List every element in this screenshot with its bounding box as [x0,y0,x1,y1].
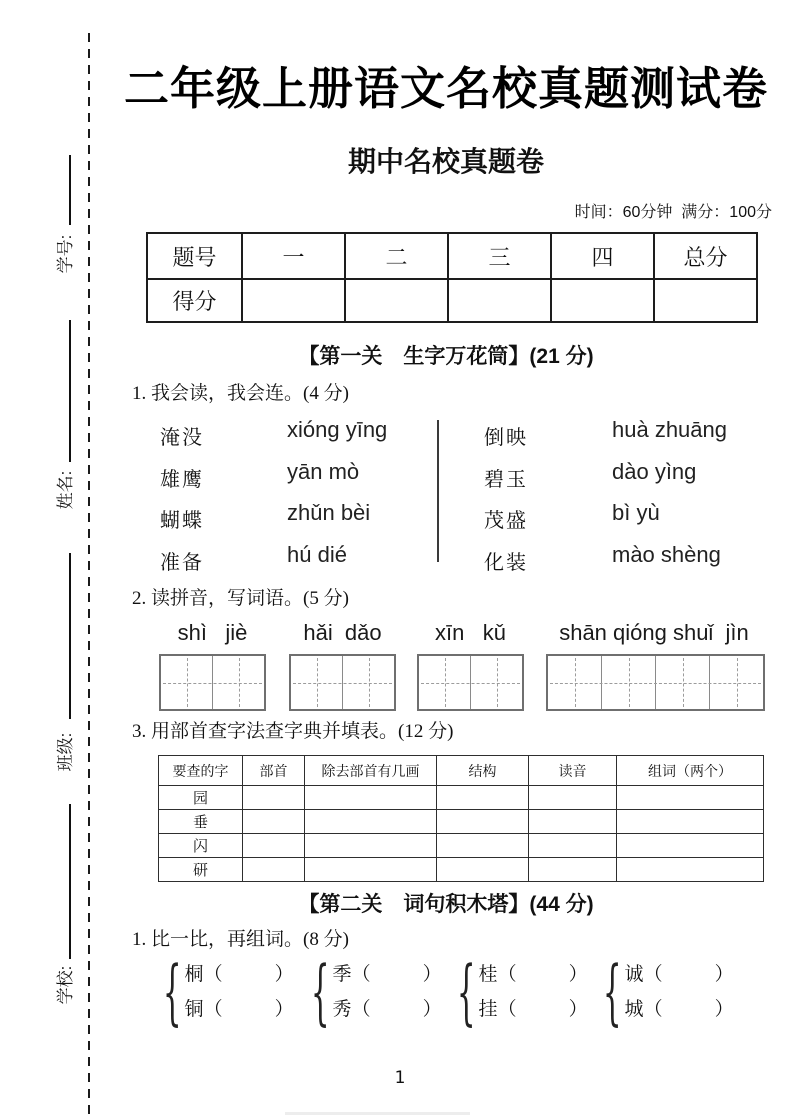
match-pinyin: yān mò [287,458,360,484]
match-row [160,500,430,542]
dict-blank-cell [437,858,529,882]
writing-grid [289,654,396,711]
dict-header-structure: 结构 [437,756,529,786]
match-pinyin: huà zhuāng [612,417,727,442]
compare-row [333,992,442,1027]
dict-blank-cell [529,810,617,834]
dict-character: 垂 [159,810,243,834]
compare-char: 秀 [332,999,352,1020]
dict-blank-cell [437,810,529,834]
score-cell-total [654,279,757,322]
student-name-label: 姓名: [56,470,75,510]
paren-close: ） [422,964,442,985]
school-blank-line [69,804,71,959]
brace-icon: { [310,950,330,1034]
match-pinyin: bì yù [612,500,660,525]
writing-cell [419,656,471,709]
pinyin-group-label: hǎi dǎo [303,620,382,645]
compare-row [479,957,588,992]
score-table-score-label: 得分 [147,279,242,322]
match-word: 准备 [160,551,204,574]
writing-cell [343,656,394,709]
section1-q3-prompt: 3. 用部首查字法查字典并填表。(12 分) [132,721,454,742]
section2-heading: 【第二关 词句积木塔】(44 分) [298,893,594,916]
dict-blank-cell [529,834,617,858]
dictionary-table [158,755,764,882]
compare-pair-group [444,950,588,1034]
match-word: 雄鹰 [160,468,204,491]
compare-char: 诚 [624,964,644,985]
score-table [146,232,758,323]
dict-blank-cell [617,786,764,810]
score-table-col-3: 三 [448,233,551,279]
school-label: 学校: [56,965,75,1005]
match-word: 倒映 [484,427,528,449]
compare-row [185,957,294,992]
page-number: 1 [394,1068,406,1088]
score-cell [551,279,654,322]
paren-close: ） [714,999,734,1020]
compare-row [333,957,442,992]
match-pinyin: xióng yīng [287,417,388,442]
dict-header-character: 要查的字 [159,756,243,786]
match-word: 淹没 [160,427,204,449]
paren-close: ） [274,964,294,985]
dict-blank-cell [243,810,305,834]
match-row [484,542,764,584]
match-word: 碧玉 [484,468,528,491]
dict-header-strokes: 除去部首有几画 [305,756,437,786]
dict-blank-cell [243,858,305,882]
match-row [160,459,430,501]
paren-open: （ [497,999,517,1020]
dict-header-radical: 部首 [243,756,305,786]
paren-close: ） [568,999,588,1020]
match-pinyin: zhǔn bèi [287,500,371,525]
compare-char: 桂 [478,964,498,985]
paren-open: （ [643,999,663,1020]
dict-header-pronunciation: 读音 [529,756,617,786]
match-row [484,500,764,542]
dict-blank-cell [305,810,437,834]
score-cell [242,279,345,322]
class-blank-line [69,553,71,719]
dict-blank-cell [617,858,764,882]
section1-q1-prompt: 1. 我会读，我会连。(4 分) [132,383,349,404]
match-row [160,417,430,459]
writing-cell [548,656,602,709]
dict-blank-cell [529,786,617,810]
page-subtitle: 期中名校真题卷 [347,146,544,177]
student-id-blank-line [69,155,71,225]
compare-char: 季 [332,964,352,985]
dict-header-words: 组词（两个） [617,756,764,786]
compare-row [479,992,588,1027]
section1-q2-prompt: 2. 读拼音，写词语。(5 分) [132,588,349,609]
match-pinyin: mào shèng [612,541,721,567]
dict-character: 园 [159,786,243,810]
paren-open: （ [203,999,223,1020]
paren-close: ） [422,999,442,1020]
match-word: 茂盛 [484,510,528,532]
score-table-col-2: 二 [345,233,448,279]
class-label: 班级: [56,732,75,772]
section2-q1-prompt: 1. 比一比，再组词。(8 分) [132,929,349,950]
scan-artifact [285,1112,470,1115]
compare-row [625,992,734,1027]
match-row [484,459,764,501]
paren-open: （ [497,964,517,985]
compare-row [185,992,294,1027]
writing-cell [161,656,213,709]
writing-grid [417,654,524,711]
paren-open: （ [203,964,223,985]
dict-character: 研 [159,858,243,882]
dict-blank-cell [243,786,305,810]
pinyin-group-label: xīn kǔ [435,620,506,645]
dict-blank-cell [617,834,764,858]
writing-cell [471,656,522,709]
score-table-col-1: 一 [242,233,345,279]
paren-open: （ [643,964,663,985]
writing-cell [656,656,710,709]
score-table-col-4: 四 [551,233,654,279]
paren-open: （ [351,964,371,985]
seal-dashed-line [88,33,90,1115]
dict-blank-cell [243,834,305,858]
time-and-score-info: 时间：60分钟 满分：100分 [574,204,772,221]
writing-grid [159,654,266,711]
pinyin-group-label: shì jiè [177,620,248,645]
compare-pair-group [590,950,734,1034]
writing-grid [546,654,765,711]
dict-blank-cell [529,858,617,882]
dict-blank-cell [305,786,437,810]
dict-blank-cell [305,858,437,882]
score-cell [345,279,448,322]
score-cell [448,279,551,322]
compare-char: 城 [624,999,644,1020]
match-row [484,417,764,459]
dict-character: 闪 [159,834,243,858]
section1-heading: 【第一关 生字万花筒】(21 分) [298,345,594,368]
match-word: 蝴蝶 [160,510,204,532]
brace-icon: { [456,950,476,1034]
match-column-divider [437,420,439,562]
writing-cell [710,656,763,709]
writing-cell [213,656,264,709]
compare-row [625,957,734,992]
match-pinyin: dào yìng [612,458,697,484]
paren-close: ） [714,964,734,985]
paren-close: ） [274,999,294,1020]
match-pinyin: hú dié [287,541,347,567]
pinyin-group-label: shān qióng shuǐ jìn [559,620,749,645]
compare-pair-group [150,950,294,1034]
match-word: 化装 [484,551,528,574]
paren-close: ） [568,964,588,985]
compare-char: 铜 [184,999,204,1020]
page-title: 二年级上册语文名校真题测试卷 [123,63,768,114]
compare-pair-group [298,950,442,1034]
student-id-label: 学号: [56,234,75,274]
match-right-column [484,417,764,583]
score-table-header-question: 题号 [147,233,242,279]
compare-char: 桐 [184,964,204,985]
student-name-blank-line [69,320,71,462]
dict-blank-cell [437,786,529,810]
brace-icon: { [602,950,622,1034]
paren-open: （ [351,999,371,1020]
compare-char: 挂 [478,999,498,1020]
match-row [160,542,430,584]
writing-cell [602,656,656,709]
match-left-column [160,417,430,583]
score-table-col-total: 总分 [654,233,757,279]
dict-blank-cell [617,810,764,834]
brace-icon: { [162,950,182,1034]
writing-cell [291,656,343,709]
dict-blank-cell [305,834,437,858]
dict-blank-cell [437,834,529,858]
